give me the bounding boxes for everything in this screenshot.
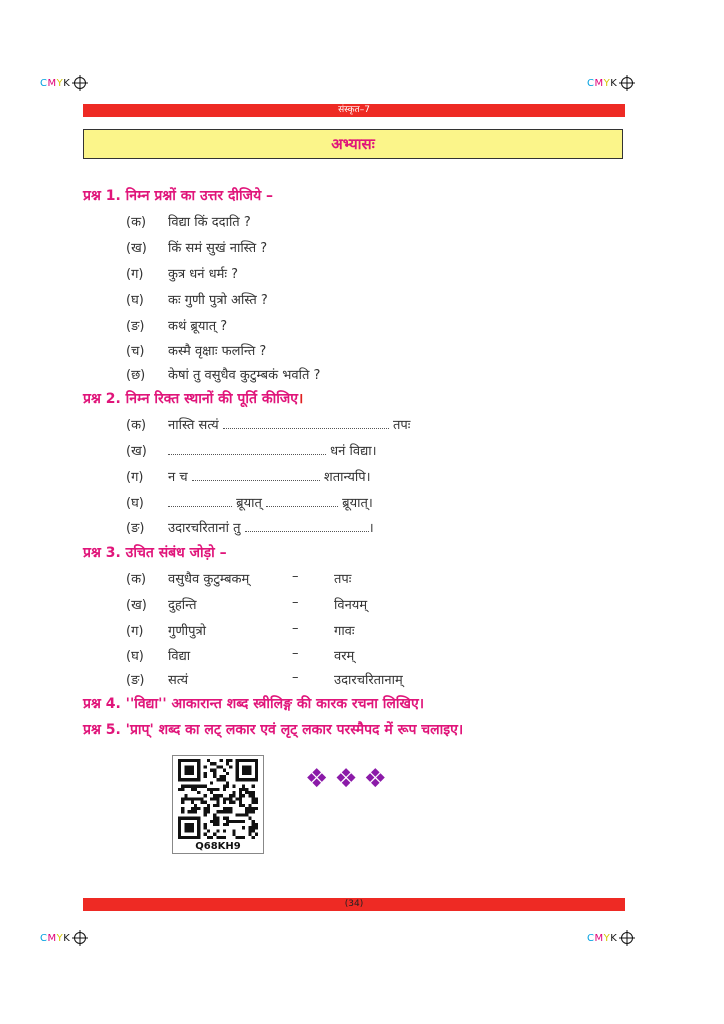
qr-code-label: Q68KH9 xyxy=(195,841,241,852)
footer-bar xyxy=(83,898,625,911)
crosshair-icon xyxy=(72,930,88,946)
diamond-ornament-icon: ❖ xyxy=(334,764,358,794)
qr-code-icon xyxy=(178,759,258,839)
registration-mark-bottom-left: C M Y K xyxy=(40,930,88,946)
registration-mark-top-left: C M Y K xyxy=(40,75,88,91)
registration-mark-top-right: C M Y K xyxy=(587,75,635,91)
registration-mark-bottom-right: C M Y K xyxy=(587,930,635,946)
blank-line xyxy=(168,444,326,455)
question-2-title: प्रश्न 2. निम्न रिक्त स्थानों की पूर्ति कीजिए। xyxy=(83,391,304,407)
question-1-title: प्रश्न 1. निम्न प्रश्नों का उत्तर दीजिये – xyxy=(83,188,274,204)
blank-line xyxy=(266,496,338,507)
page-number: (34) xyxy=(344,899,364,909)
book-title: संस्कृत–7 xyxy=(338,105,370,115)
blank-line xyxy=(245,521,369,532)
ornament xyxy=(305,766,387,792)
crosshair-icon xyxy=(619,75,635,91)
diamond-ornament-icon: ❖ xyxy=(363,764,387,794)
question-3-title: प्रश्न 3. उचित संबंध जोड़ो – xyxy=(83,545,227,561)
question-5-title: प्रश्न 5. 'प्राप्' शब्द का लट् लकार एवं लृट् लकार परस्मैपद में रूप चलाइए। xyxy=(83,722,464,738)
blank-line xyxy=(223,418,389,429)
crosshair-icon xyxy=(72,75,88,91)
blank-line xyxy=(192,470,320,481)
header-bar xyxy=(83,104,625,117)
diamond-ornament-icon: ❖ xyxy=(305,764,329,794)
qr-code xyxy=(172,755,264,854)
crosshair-icon xyxy=(619,930,635,946)
blank-line xyxy=(168,496,232,507)
section-heading: अभ्यासः xyxy=(83,129,623,159)
question-4-title: प्रश्न 4. ''विद्या'' आकारान्त शब्द स्त्रीलिङ्ग की कारक रचना लिखिए। xyxy=(83,696,425,712)
